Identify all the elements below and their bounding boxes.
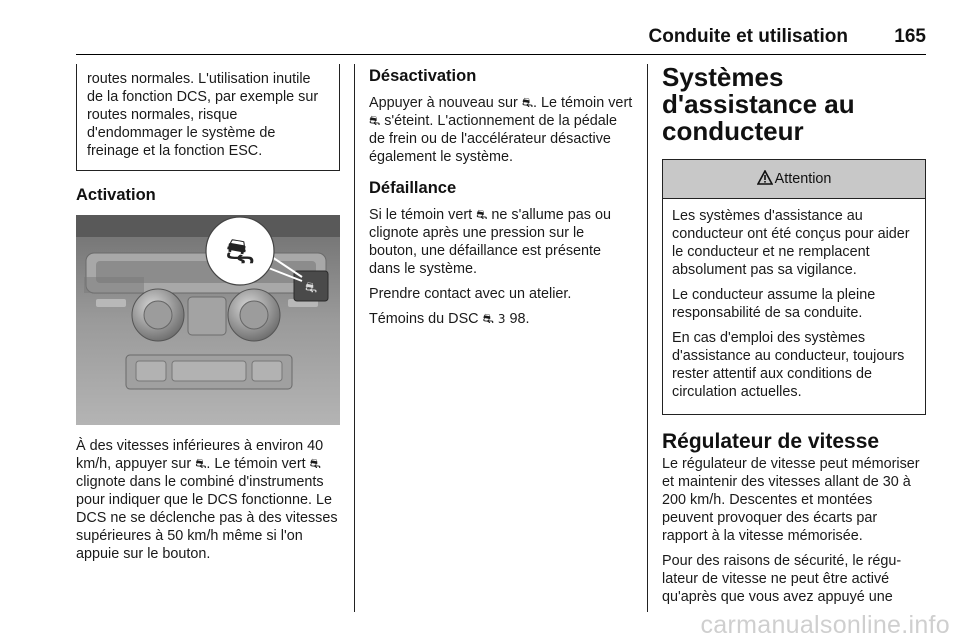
dcs-icon: ⛐ (482, 311, 494, 326)
svg-text:⛐: ⛐ (304, 280, 318, 296)
page-number: 165 (894, 26, 926, 47)
continued-warning-box (76, 64, 340, 171)
attention-paragraph-3: En cas d'emploi des systèmes d'assistance au conducteur, toujours rester attentif aux conditions de circulation actuelles. (672, 330, 905, 400)
attention-paragraph-2: Le conducteur assume la pleine responsabilité de sa conduite. (672, 287, 876, 321)
dcs-icon: ⛐ (521, 95, 534, 110)
attention-box (662, 159, 926, 415)
cruise-control-heading: Régulateur de vitesse (662, 430, 880, 453)
cruise-control-paragraph-1: Le régulateur de vitesse peut mémoriser et maintenir des vitesses allant de 30 à 200 km/h. Descentes et montées peuvent provoquer des écarts par rapport à la vitesse mémorisée. (662, 456, 920, 544)
column-1 (76, 64, 340, 570)
column-divider-1 (354, 64, 355, 612)
failure-text: Si le témoin vert ⛐ ne s'allume pas ou clignote après une pression sur le bouton, une défaillance est présente dans le système. (369, 207, 611, 277)
attention-body (663, 199, 925, 414)
page-ref-arrow-icon[interactable]: 3 (497, 312, 506, 326)
dcs-icon: ⛐ (195, 456, 207, 471)
deactivation-text: Appuyer à nouveau sur ⛐. Le témoin vert ⛐ s'éteint. L'actionnement de la pédale de frein ou de l'accélérateur désactive également le système. (369, 95, 633, 165)
page-header (76, 26, 926, 55)
dcs-icon: ⛐ (476, 207, 488, 222)
deactivation-heading: Désactivation (369, 67, 477, 85)
watermark: carmanualsonline.info (700, 611, 950, 639)
warning-triangle-icon (757, 170, 773, 189)
cruise-control-paragraph-2: Pour des raisons de sécurité, le régulateur de vitesse ne peut être activé qu'après que vous avez appuyé une (662, 553, 902, 605)
dcs-button-illustration (76, 215, 340, 425)
section-title: Conduite et utilisation (648, 26, 848, 47)
dcs-icon: ⛐ (369, 113, 381, 128)
attention-header (663, 160, 925, 199)
activation-text: À des vitesses inférieures à environ 40 km/h, appuyer sur ⛐. Le témoin vert ⛐ clignote dans le combiné d'instruments pour indiquer que le DCS fonctionne. Le DCS ne se déclenche pas à des vitesses supérieures à 50 km/h même si l'on appuie sur le bouton. (76, 438, 338, 562)
page-ref-link[interactable]: 98. (505, 311, 530, 327)
svg-text:⛐: ⛐ (225, 232, 255, 272)
column-3 (662, 64, 926, 613)
failure-heading: Défaillance (369, 179, 457, 197)
column-2 (369, 64, 633, 335)
dcs-icon: ⛐ (309, 456, 321, 471)
section-heading: Systèmes d'assistance au conducteur (662, 62, 855, 146)
continued-warning-text: routes normales. L'utilisation inutile de la fonction DCS, par exemple sur routes normales, risque d'endommager le système de freinage et la fonction ESC. (87, 71, 319, 159)
attention-label: Attention (774, 171, 832, 187)
column-divider-2 (647, 64, 648, 612)
dashboard-figure (76, 215, 340, 425)
activation-heading: Activation (76, 186, 156, 204)
attention-paragraph-1: Les systèmes d'assistance au conducteur ont été conçus pour aider le conducteur et ne remplacent absolument pas sa vigilance. (672, 208, 910, 278)
reference-text: Témoins du DSC ⛐ 3 98. (369, 311, 530, 327)
contact-text: Prendre contact avec un atelier. (369, 286, 572, 302)
